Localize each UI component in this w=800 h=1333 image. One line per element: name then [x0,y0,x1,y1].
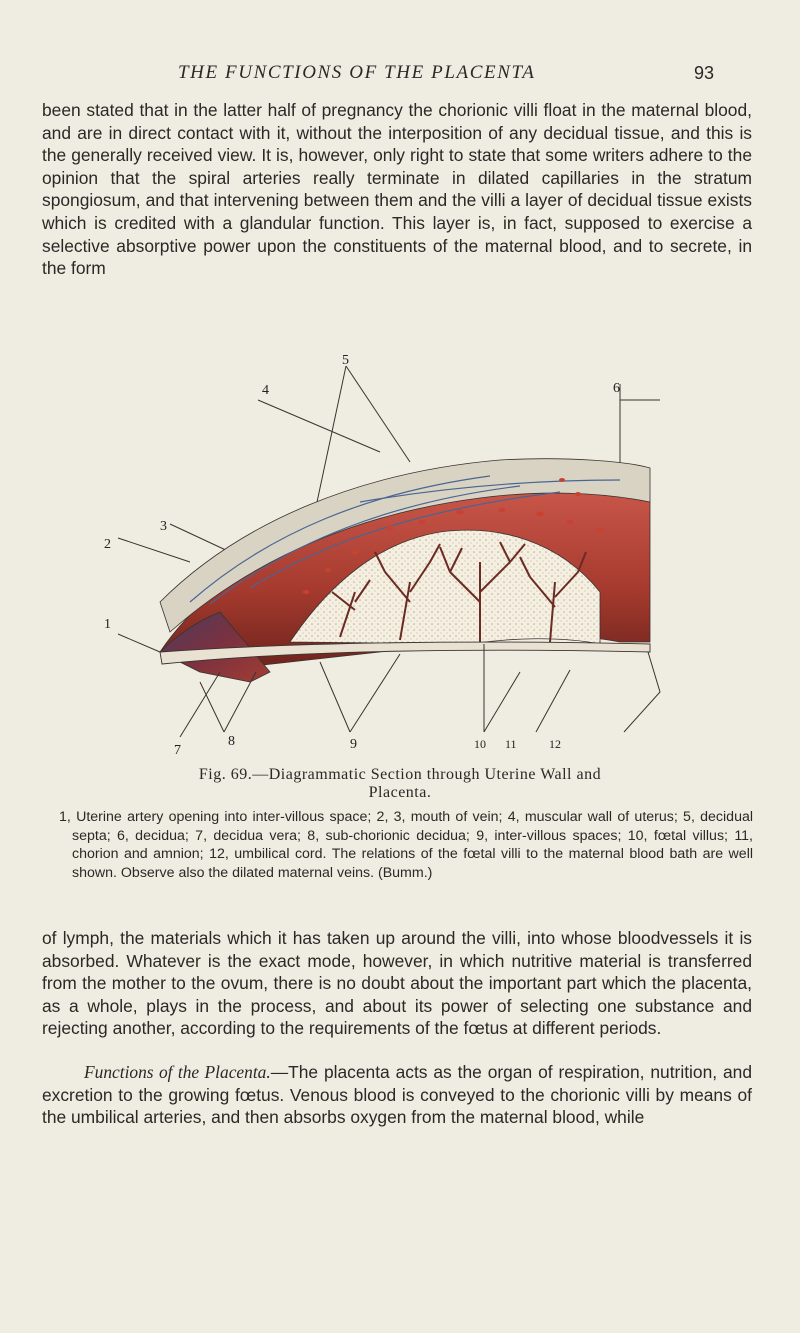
running-title: THE FUNCTIONS OF THE PLACENTA [178,62,536,83]
page-header [0,62,800,86]
placenta-section-figure [100,352,700,764]
figure-label-3: 3 [160,519,167,534]
figure-label-6: 6 [613,381,620,396]
figure-label-7: 7 [174,743,181,758]
figure-label-10: 10 [474,737,486,751]
figure-label-11: 11 [505,737,517,751]
page-number: 93 [694,63,715,83]
section-heading-functions: Functions of the Placenta. [84,1062,271,1082]
figure-label-2: 2 [104,537,111,552]
figure-label-9: 9 [350,737,357,752]
figure-label-1: 1 [104,617,111,632]
body-paragraph-3 [42,1061,752,1129]
figure-label-4: 4 [262,383,269,398]
body-paragraph-2: of lymph, the materials which it has taken up around the villi, into whose bloodvessels it is absorbed. Whatever is the exact mode, however, in which nutritive material is transferred from the mother to the ovum, there is no doubt about the important part which the placenta, as a whole, plays in the process, and about its power of selecting one substance and rejecting another, according to the requirements of the fœtus at different periods. [42,928,752,1039]
figure-label-8: 8 [228,734,235,749]
caption-line-2: Placenta. [368,784,432,801]
figure-legend: 1, Uterine artery opening into inter-villous space; 2, 3, mouth of vein; 4, muscular wall of uterus; 5, decidual septa; 6, decidua; 7, decidua vera; 8, sub-chorionic decidua; 9, inter-villous spaces; 10, fœtal villus; 11, chorion and amnion; 12, umbilical cord. The relations of the fœtal villi to the maternal blood bath are well shown. Observe also the dilated maternal veins. (Bumm.) [59,809,753,881]
uterine-wall-diagram [100,352,700,764]
figure-label-5: 5 [342,353,349,368]
section-body-functions: —The placenta acts as the organ of respiration, nutrition, and excretion to the growing fœtus. Venous blood is conveyed to the chorionic villi by means of the umbilical arteries, and then absorbs oxygen from the maternal blood, while [42,1062,752,1128]
body-paragraph-1: been stated that in the latter half of pregnancy the chorionic villi float in the maternal blood, and are in direct contact with it, without the interposition of any decidual tissue, and this is the generally received view. It is, however, only right to state that some writers adhere to the opinion that the spiral arteries really terminate in dilated capillaries in the stratum spongiosum, and that intervening between them and the villi a layer of decidual tissue exists which is credited with a glandular function. This layer is, in fact, supposed to exercise a selective absorptive power upon the constituents of the maternal blood, and to secrete, in the form [42,100,752,279]
caption-line-1: Fig. 69.—Diagrammatic Section through Uterine Wall and [198,766,602,783]
figure-caption-title [0,766,800,802]
figure-label-12: 12 [549,737,561,751]
